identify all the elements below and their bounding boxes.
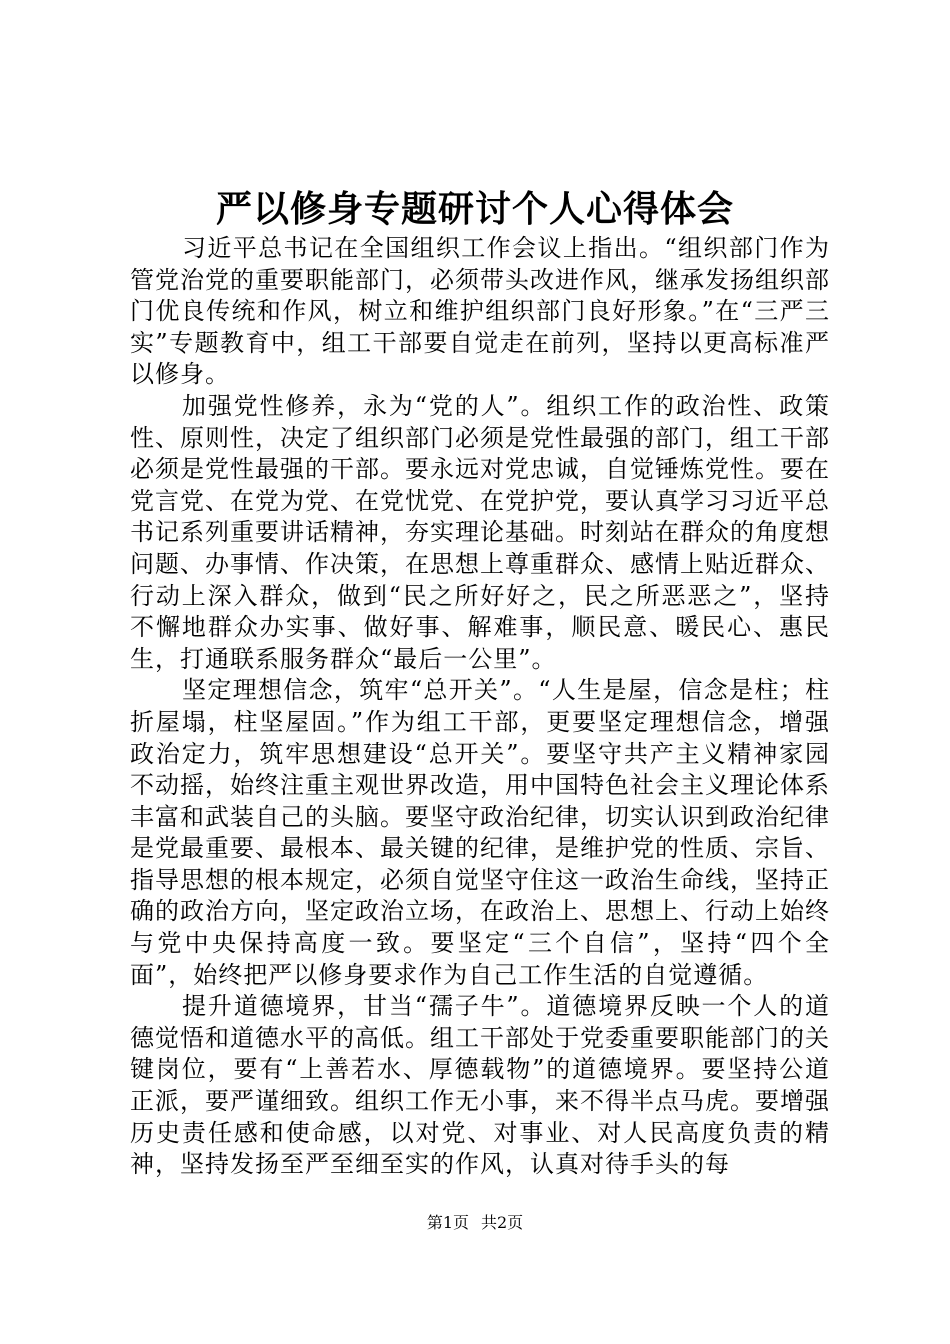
document-body (130, 233, 830, 1181)
page-number-total: 共2页 (481, 1213, 524, 1232)
page-number-current: 第1页 (426, 1213, 469, 1232)
paragraph-morality: 提升道德境界，甘当“孺子牛”。道德境界反映一个人的道德觉悟和道德水平的高低。组工干部处于党委重要职能部门的关键岗位，要有“上善若水、厚德载物”的道德境界。要坚持公道正派，要严谨细致。组织工作无小事，来不得半点马虎。要增强历史责任感和使命感，以对党、对事业、对人民高度负责的精神，坚持发扬至严至细至实的作风，认真对待手头的每 (130, 992, 830, 1179)
paragraph-intro: 习近平总书记在全国组织工作会议上指出。“组织部门作为管党治党的重要职能部门，必须带头改进作风，继承发扬组织部门优良传统和作风，树立和维护组织部门良好形象。”在“三严三实”专题教育中，组工干部要自觉走在前列，坚持以更高标准严以修身。 (130, 234, 830, 389)
paragraph-ideals: 坚定理想信念，筑牢“总开关”。“人生是屋，信念是柱；柱折屋塌，柱坚屋固。”作为组工干部，更要坚定理想信念，增强政治定力，筑牢思想建设“总开关”。要坚守共产主义精神家园不动摇，始终注重主观世界改造，用中国特色社会主义理论体系丰富和武装自己的头脑。要坚守政治纪律，切实认识到政治纪律是党最重要、最根本、最关键的纪律，是维护党的性质、宗旨、指导思想的根本规定，必须自觉坚守住这一政治生命线，坚持正确的政治方向，坚定政治立场，在政治上、思想上、行动上始终与党中央保持高度一致。要坚定“三个自信”，坚持“四个全面”，始终把严以修身要求作为自己工作生活的自觉遵循。 (130, 676, 830, 989)
page-footer (0, 1212, 950, 1234)
paragraph-party-spirit: 加强党性修养，永为“党的人”。组织工作的政治性、政策性、原则性，决定了组织部门必须是党性最强的部门，组工干部必须是党性最强的干部。要永远对党忠诚，自觉锤炼党性。要在党言党、在党为党、在党忧党、在党护党，要认真学习习近平总书记系列重要讲话精神，夯实理论基础。时刻站在群众的角度想问题、办事情、作决策，在思想上尊重群众、感情上贴近群众、行动上深入群众，做到“民之所好好之，民之所恶恶之”，坚持不懈地群众办实事、做好事、解难事，顺民意、暖民心、惠民生，打通联系服务群众“最后一公里”。 (130, 391, 830, 673)
document-title: 严以修身专题研讨个人心得体会 (215, 188, 734, 230)
